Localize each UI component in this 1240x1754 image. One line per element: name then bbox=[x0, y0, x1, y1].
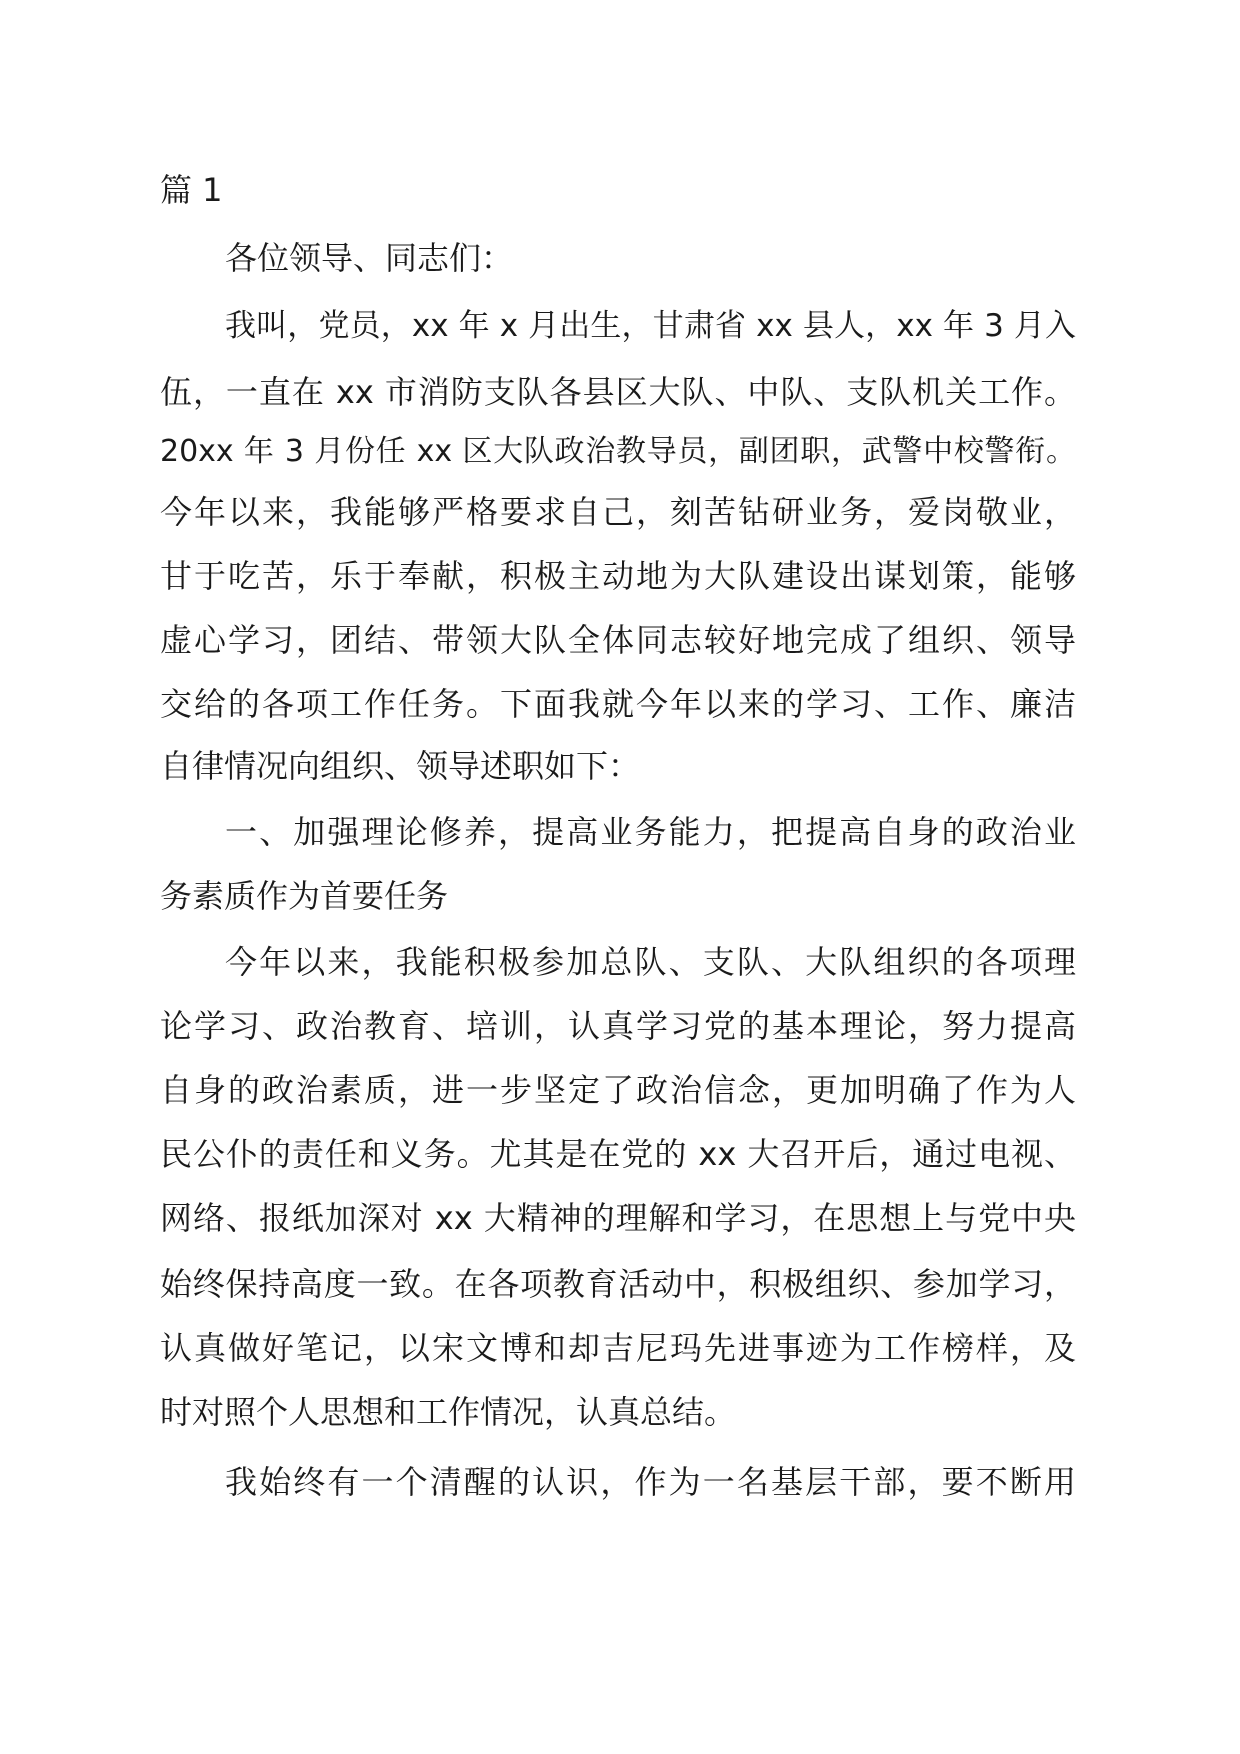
paragraph-line: 我始终有一个清醒的认识，作为一名基层干部，要不断用 bbox=[225, 1463, 1076, 1501]
paragraph-line: 20xx 年 3 月份任 xx 区大队政治教导员，副团职，武警中校警衔。 bbox=[160, 434, 1076, 469]
paragraph-line: 时对照个人思想和工作情况，认真总结。 bbox=[160, 1393, 737, 1431]
paragraph-line: 始终保持高度一致。在各项教育活动中，积极组织、参加学习， bbox=[160, 1265, 1076, 1303]
paragraph-line: 自身的政治素质，进一步坚定了政治信念，更加明确了作为人 bbox=[160, 1071, 1076, 1109]
paragraph-line: 民公仆的责任和义务。尤其是在党的 xx 大召开后，通过电视、 bbox=[160, 1135, 1076, 1173]
paragraph-line: 虚心学习，团结、带领大队全体同志较好地完成了组织、领导 bbox=[160, 621, 1076, 659]
paragraph-line: 网络、报纸加深对 xx 大精神的理解和学习，在思想上与党中央 bbox=[160, 1199, 1076, 1237]
salutation-line: 各位领导、同志们： bbox=[225, 239, 514, 277]
section-title-line: 一、加强理论修养，提高业务能力，把提高自身的政治业 bbox=[225, 813, 1076, 851]
paragraph-line: 交给的各项工作任务。下面我就今年以来的学习、工作、廉洁 bbox=[160, 685, 1076, 723]
section-title-line: 务素质作为首要任务 bbox=[160, 877, 449, 915]
paragraph-line: 今年以来，我能够严格要求自己，刻苦钻研业务，爱岗敬业， bbox=[160, 493, 1076, 531]
paragraph-line: 今年以来，我能积极参加总队、支队、大队组织的各项理 bbox=[225, 943, 1076, 981]
paragraph-line: 论学习、政治教育、培训，认真学习党的基本理论，努力提高 bbox=[160, 1007, 1076, 1045]
paragraph-line: 伍，一直在 xx 市消防支队各县区大队、中队、支队机关工作。 bbox=[160, 373, 1076, 411]
section-heading: 篇 1 bbox=[160, 171, 223, 209]
paragraph-line: 自律情况向组织、领导述职如下： bbox=[160, 747, 641, 785]
paragraph-line: 我叫，党员，xx 年 x 月出生，甘肃省 xx 县人，xx 年 3 月入 bbox=[225, 308, 1076, 344]
paragraph-line: 认真做好笔记，以宋文博和却吉尼玛先进事迹为工作榜样，及 bbox=[160, 1329, 1076, 1367]
paragraph-line: 甘于吃苦，乐于奉献，积极主动地为大队建设出谋划策，能够 bbox=[160, 557, 1076, 595]
